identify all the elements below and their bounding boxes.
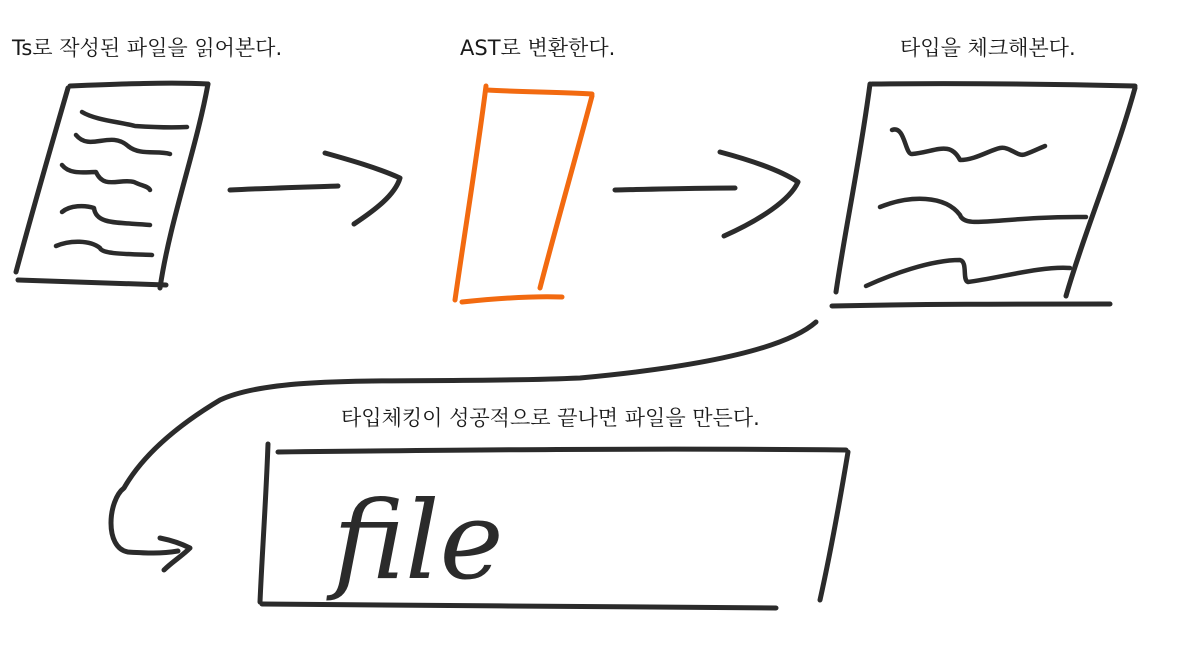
ast-block-sketch [455,86,592,302]
arrow-read-to-ast [230,153,400,224]
file-word: file [333,479,504,604]
step-ast-label: AST로 변환한다. [460,36,616,60]
step-emit-label: 타입체킹이 성공적으로 끝나면 파일을 만든다. [341,406,760,430]
arrow-ast-to-typecheck [615,152,798,236]
typecheck-file-sketch [832,84,1135,306]
step-read-label: Ts로 작성된 파일을 읽어본다. [12,36,283,60]
step-typecheck-label: 타입을 체크해본다. [900,36,1076,60]
output-file-box [260,444,848,608]
source-file-sketch [16,83,208,288]
